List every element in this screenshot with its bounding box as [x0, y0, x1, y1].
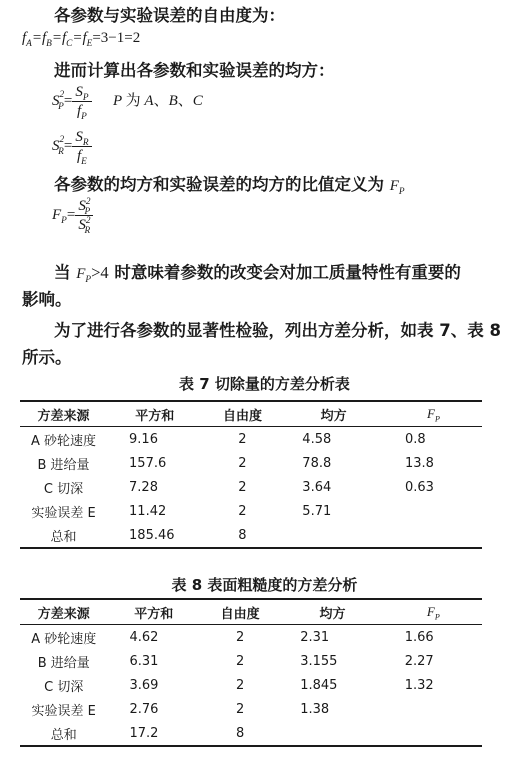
sr-formula: $S^2_R=$ $\frac{S_R}{f_E}$ [52, 128, 92, 165]
cell-df: 2 [238, 455, 247, 471]
cell-f: 13.8 [404, 455, 434, 471]
ms-heading: 进而计算出各参数和实验误差的均方： [54, 61, 335, 80]
cell-source: 实验误差 E [31, 505, 96, 521]
table8-caption: 表 8 表面粗糙度的方差分析 [171, 576, 358, 594]
table-row [20, 697, 482, 721]
header-source: 方差来源 [37, 606, 90, 622]
header-df: 自由度 [222, 408, 262, 424]
cell-f: 0.63 [404, 479, 434, 495]
table-row [20, 649, 482, 673]
table-row [20, 499, 482, 523]
header-ss: 平方和 [135, 408, 175, 424]
cell-ss: 4.62 [129, 629, 159, 645]
cell-df: 2 [236, 653, 245, 669]
cell-ss: 11.42 [129, 503, 167, 519]
para1-line1: 当 $F_P>4$ 时意味着参数的改变会对加工质量特性有重要的 [54, 263, 461, 285]
table-row [20, 451, 482, 475]
fp-formula: $F_P=$ $\frac{S^2_P}{S^2_R}$ [52, 197, 93, 234]
cell-ms [280, 721, 384, 746]
header-f: $F_P$ [427, 406, 440, 424]
cell-f: 0.8 [404, 431, 426, 447]
cell-ms: 78.8 [302, 455, 332, 471]
table-row [20, 721, 482, 746]
cell-ss: 17.2 [129, 725, 159, 741]
table-row [20, 523, 482, 548]
header-ss: 平方和 [134, 606, 174, 622]
dof-formula: $f_A=f_B=f_C=f_E=3-1=2$ [22, 30, 141, 49]
cell-source: 实验误差 E [31, 703, 96, 719]
cell-df: 2 [238, 431, 247, 447]
cell-ss: 9.16 [129, 431, 158, 447]
table7-caption: 表 7 切除量的方差分析表 [179, 375, 350, 393]
cell-ms: 5.71 [302, 503, 332, 519]
cell-ms: 3.155 [300, 653, 338, 669]
para2-line1: 为了进行各参数的显著性检验，列出方差分析，如表 7、表 8 [54, 321, 501, 340]
cell-df: 2 [236, 701, 245, 717]
table8 [20, 598, 482, 747]
cell-df: 2 [238, 503, 247, 519]
cell-ss: 185.46 [129, 527, 175, 543]
table-row [20, 625, 482, 650]
cell-ss: 6.31 [129, 653, 159, 669]
cell-df: 8 [236, 725, 245, 741]
sp-formula: $S^2_P=$ $\frac{S_P}{f_P}$ P 为 A、B、C [52, 84, 203, 122]
para1-line2: 影响。 [22, 290, 72, 309]
cell-ss: 7.28 [129, 479, 158, 495]
cell-ms: 2.31 [300, 629, 330, 645]
cell-f [385, 721, 482, 746]
cell-f [385, 697, 482, 721]
header-f: $F_P$ [426, 604, 440, 622]
cell-source: A 砂轮速度 [31, 631, 97, 647]
cell-source: B 进给量 [37, 457, 90, 473]
header-df: 自由度 [220, 606, 260, 622]
header-ms: 均方 [319, 606, 346, 622]
cell-ss: 3.69 [129, 677, 159, 693]
table-header-row [20, 599, 482, 625]
cell-ms: 1.38 [300, 701, 330, 717]
cell-f: 1.66 [404, 629, 434, 645]
ratio-heading: 各参数的均方和实验误差的均方的比值定义为 $F_P$ [54, 175, 405, 197]
cell-ms: 1.845 [300, 677, 338, 693]
table-row [20, 475, 482, 499]
cell-source: C 切深 [43, 481, 84, 497]
cell-f [385, 523, 482, 548]
cell-ss: 2.76 [129, 701, 159, 717]
cell-source: 总和 [50, 727, 77, 743]
cell-f [385, 499, 482, 523]
cell-ss: 157.6 [129, 455, 167, 471]
cell-df: 2 [236, 629, 245, 645]
cell-ms [282, 523, 385, 548]
cell-f: 2.27 [404, 653, 434, 669]
cell-source: C 切深 [44, 679, 84, 695]
table7 [20, 400, 482, 549]
cell-source: A 砂轮速度 [31, 433, 97, 449]
cell-df: 2 [236, 677, 245, 693]
cell-source: B 进给量 [37, 655, 90, 671]
dof-heading: 各参数与实验误差的自由度为： [54, 6, 285, 25]
cell-df: 2 [238, 479, 247, 495]
table-row [20, 427, 482, 452]
table-header-row [20, 401, 482, 427]
cell-ms: 4.58 [302, 431, 332, 447]
cell-df: 8 [238, 527, 247, 543]
header-ms: 均方 [320, 408, 347, 424]
para2-line2: 所示。 [22, 348, 72, 367]
cell-f: 1.32 [404, 677, 434, 693]
header-source: 方差来源 [37, 408, 90, 424]
cell-ms: 3.64 [302, 479, 332, 495]
cell-source: 总和 [50, 529, 77, 545]
table-row [20, 673, 482, 697]
